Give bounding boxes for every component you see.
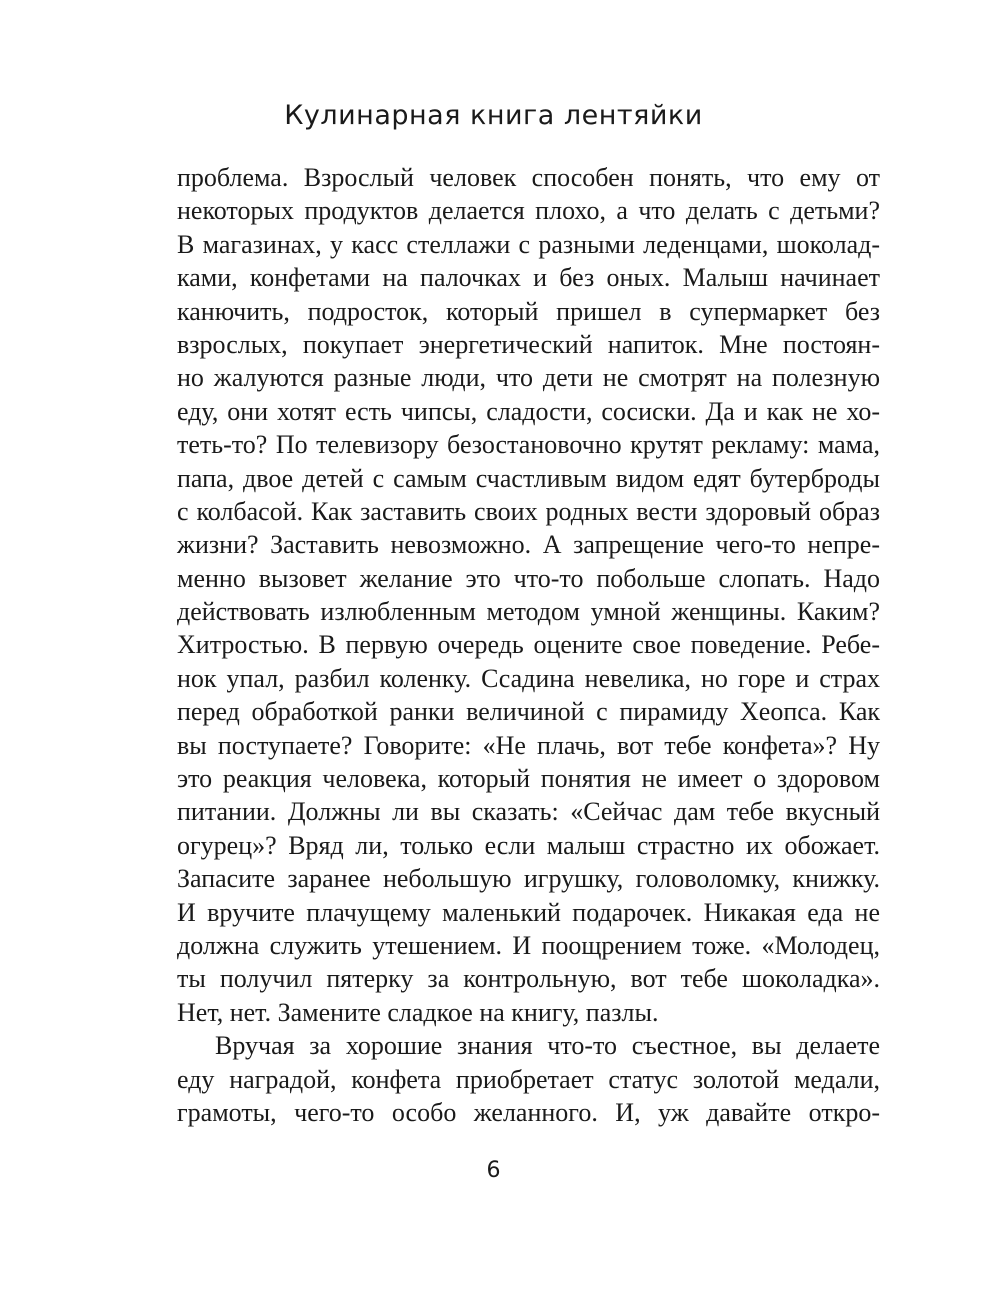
text-line: нок упал, разбил коленку. Ссадина невелика, но горе и страх bbox=[177, 663, 880, 693]
text-line: канючить, подросток, который пришел в супермаркет без bbox=[177, 296, 880, 326]
text-line: взрослых, покупает энергетический напиток. Мне постоян- bbox=[177, 329, 880, 359]
text-line: ты получил пятерку за контрольную, вот тебе шоколадка». bbox=[177, 964, 880, 994]
text-line: И вручите плачущему маленький подарочек. Никакая еда не bbox=[177, 897, 880, 927]
text-line: Хитростью. В первую очередь оцените свое поведение. Ребе- bbox=[177, 630, 880, 660]
text-line: с колбасой. Как заставить своих родных вести здоровый образ bbox=[177, 496, 880, 526]
text-line: Вручая за хорошие знания что-то съестное, вы делаете bbox=[215, 1031, 880, 1061]
text-line: теть-то? По телевизору безостановочно крутят рекламу: мама, bbox=[177, 430, 880, 460]
text-line: менно вызовет желание это что-то побольше слопать. Надо bbox=[177, 563, 880, 593]
text-line: ками, конфетами на палочках и без оных. Малыш начинает bbox=[177, 263, 880, 293]
text-line: папа, двое детей с самым счастливым видом едят бутерброды bbox=[177, 463, 880, 493]
paragraph-2 bbox=[177, 1029, 880, 1129]
text-line: должна служить утешением. И поощрением тоже. «Молодец, bbox=[177, 930, 880, 960]
text-line: еду, они хотят есть чипсы, сладости, сосиски. Да и как не хо- bbox=[177, 396, 880, 426]
text-line: перед обработкой ранки величиной с пирамиду Хеопса. Как bbox=[177, 697, 880, 727]
text-line: действовать излюбленным методом умной женщины. Каким? bbox=[177, 597, 880, 627]
text-line: вы поступаете? Говорите: «Не плачь, вот тебе конфета»? Ну bbox=[177, 730, 880, 760]
text-line: Запасите заранее небольшую игрушку, головоломку, книжку. bbox=[177, 864, 880, 894]
text-line: но жалуются разные люди, что дети не смотрят на полезную bbox=[177, 363, 880, 393]
running-title: Кулинарная книга лентяйки bbox=[284, 100, 703, 131]
body-text bbox=[177, 161, 880, 1129]
text-line: это реакция человека, который понятия не имеет о здоровом bbox=[177, 764, 880, 794]
paragraph-1 bbox=[177, 161, 880, 1029]
text-line: еду наградой, конфета приобретает статус золотой медали, bbox=[177, 1064, 880, 1094]
text-line: грамоты, чего-то особо желанного. И, уж давайте откро- bbox=[177, 1097, 880, 1127]
text-line: Нет, нет. Замените сладкое на книгу, пазлы. bbox=[177, 997, 659, 1027]
text-line: питании. Должны ли вы сказать: «Сейчас дам тебе вкусный bbox=[177, 797, 880, 827]
text-line: жизни? Заставить невозможно. А запрещение чего-то непре- bbox=[177, 530, 880, 560]
text-line: проблема. Взрослый человек способен понять, что ему от bbox=[177, 163, 880, 192]
page-number: 6 bbox=[486, 1158, 501, 1183]
text-line: некоторых продуктов делается плохо, а что делать с детьми? bbox=[177, 196, 880, 226]
text-line: В магазинах, у касс стеллажи с разными леденцами, шоколад- bbox=[177, 229, 880, 259]
text-line: огурец»? Вряд ли, только если малыш страстно их обожает. bbox=[177, 830, 880, 860]
